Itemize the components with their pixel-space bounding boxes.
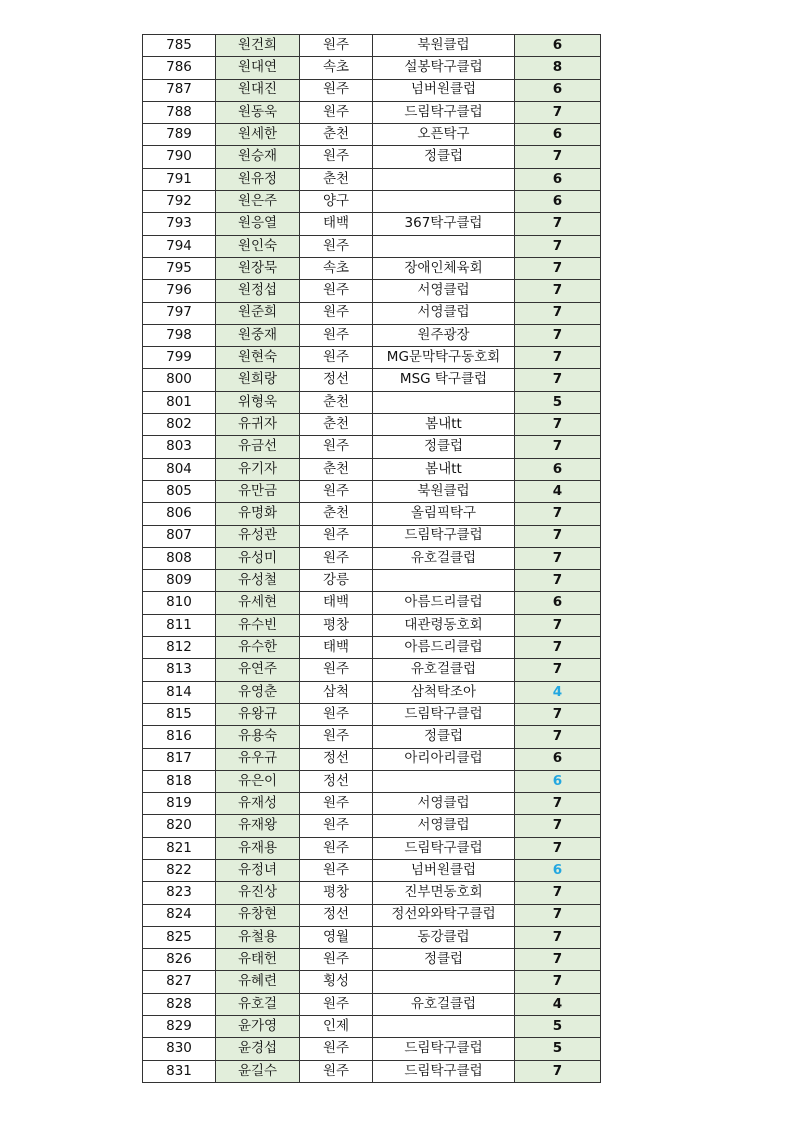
club-cell: 드림탁구클럽 [373, 101, 515, 123]
grade-cell: 6 [515, 124, 601, 146]
row-number-cell: 806 [143, 503, 216, 525]
club-cell: 넘버원클럽 [373, 79, 515, 101]
grade-cell: 7 [515, 324, 601, 346]
member-name-cell: 원중재 [216, 324, 300, 346]
club-cell: 설봉탁구클럽 [373, 57, 515, 79]
table-row [143, 659, 601, 681]
region-cell: 원주 [300, 235, 373, 257]
row-number-cell: 796 [143, 280, 216, 302]
row-number-cell: 812 [143, 637, 216, 659]
region-cell: 원주 [300, 101, 373, 123]
grade-cell: 7 [515, 726, 601, 748]
table-row [143, 570, 601, 592]
member-name-cell: 위형욱 [216, 391, 300, 413]
table-row [143, 79, 601, 101]
member-name-cell: 유창현 [216, 904, 300, 926]
club-cell [373, 770, 515, 792]
member-name-cell: 유기자 [216, 458, 300, 480]
table-row [143, 124, 601, 146]
member-name-cell: 원유정 [216, 168, 300, 190]
row-number-cell: 817 [143, 748, 216, 770]
row-number-cell: 816 [143, 726, 216, 748]
region-cell: 춘천 [300, 391, 373, 413]
table-row [143, 926, 601, 948]
club-cell: 올림픽탁구 [373, 503, 515, 525]
club-cell: 봄내tt [373, 414, 515, 436]
grade-cell: 7 [515, 101, 601, 123]
member-name-cell: 유철용 [216, 926, 300, 948]
row-number-cell: 791 [143, 168, 216, 190]
member-name-cell: 유혜련 [216, 971, 300, 993]
club-cell: 유호걸클럽 [373, 659, 515, 681]
grade-cell: 6 [515, 748, 601, 770]
member-name-cell: 원현숙 [216, 347, 300, 369]
table-row [143, 1016, 601, 1038]
region-cell: 원주 [300, 1038, 373, 1060]
grade-cell: 7 [515, 257, 601, 279]
member-name-cell: 유만금 [216, 480, 300, 502]
table-row [143, 703, 601, 725]
table-row [143, 146, 601, 168]
club-cell [373, 1016, 515, 1038]
grade-cell: 7 [515, 949, 601, 971]
table-row [143, 837, 601, 859]
table-row [143, 213, 601, 235]
club-cell [373, 168, 515, 190]
member-name-cell: 유정녀 [216, 859, 300, 881]
member-name-cell: 유왕규 [216, 703, 300, 725]
club-cell: 북원클럽 [373, 35, 515, 57]
member-name-cell: 유재용 [216, 837, 300, 859]
member-name-cell: 유수한 [216, 637, 300, 659]
member-name-cell: 유용숙 [216, 726, 300, 748]
table-row [143, 369, 601, 391]
table-row [143, 793, 601, 815]
table-row [143, 57, 601, 79]
grade-cell: 7 [515, 971, 601, 993]
club-cell [373, 235, 515, 257]
row-number-cell: 788 [143, 101, 216, 123]
member-name-cell: 유금선 [216, 436, 300, 458]
region-cell: 정선 [300, 369, 373, 391]
member-name-cell: 원준희 [216, 302, 300, 324]
table-row [143, 525, 601, 547]
member-name-cell: 윤가영 [216, 1016, 300, 1038]
table-row [143, 614, 601, 636]
club-cell: 넘버원클럽 [373, 859, 515, 881]
club-cell: 유호걸클럽 [373, 547, 515, 569]
grade-cell: 7 [515, 280, 601, 302]
region-cell: 양구 [300, 191, 373, 213]
table-row [143, 391, 601, 413]
member-name-cell: 원희랑 [216, 369, 300, 391]
region-cell: 춘천 [300, 168, 373, 190]
grade-cell: 8 [515, 57, 601, 79]
row-number-cell: 802 [143, 414, 216, 436]
region-cell: 정선 [300, 770, 373, 792]
grade-cell: 7 [515, 882, 601, 904]
club-cell: 정클럽 [373, 726, 515, 748]
region-cell: 원주 [300, 659, 373, 681]
row-number-cell: 794 [143, 235, 216, 257]
member-name-cell: 유은이 [216, 770, 300, 792]
row-number-cell: 809 [143, 570, 216, 592]
club-cell: 동강클럽 [373, 926, 515, 948]
member-name-cell: 유귀자 [216, 414, 300, 436]
member-table-body [143, 35, 601, 1083]
member-name-cell: 원건희 [216, 35, 300, 57]
row-number-cell: 820 [143, 815, 216, 837]
table-row [143, 302, 601, 324]
table-row [143, 815, 601, 837]
table-row [143, 503, 601, 525]
table-row [143, 1060, 601, 1082]
grade-cell: 6 [515, 859, 601, 881]
table-row [143, 971, 601, 993]
row-number-cell: 824 [143, 904, 216, 926]
region-cell: 태백 [300, 592, 373, 614]
grade-cell: 7 [515, 659, 601, 681]
row-number-cell: 818 [143, 770, 216, 792]
row-number-cell: 798 [143, 324, 216, 346]
grade-cell: 7 [515, 414, 601, 436]
table-row [143, 347, 601, 369]
table-row [143, 770, 601, 792]
club-cell: 서영클럽 [373, 793, 515, 815]
table-row [143, 414, 601, 436]
table-row [143, 101, 601, 123]
row-number-cell: 823 [143, 882, 216, 904]
grade-cell: 4 [515, 681, 601, 703]
member-name-cell: 원응열 [216, 213, 300, 235]
region-cell: 원주 [300, 35, 373, 57]
club-cell: 아름드리클럽 [373, 637, 515, 659]
table-row [143, 191, 601, 213]
grade-cell: 5 [515, 391, 601, 413]
row-number-cell: 801 [143, 391, 216, 413]
grade-cell: 5 [515, 1016, 601, 1038]
table-row [143, 280, 601, 302]
region-cell: 원주 [300, 302, 373, 324]
club-cell: 367탁구클럽 [373, 213, 515, 235]
table-row [143, 859, 601, 881]
table-row [143, 257, 601, 279]
grade-cell: 7 [515, 369, 601, 391]
member-name-cell: 유태헌 [216, 949, 300, 971]
member-name-cell: 유우규 [216, 748, 300, 770]
grade-cell: 7 [515, 904, 601, 926]
grade-cell: 6 [515, 458, 601, 480]
grade-cell: 7 [515, 213, 601, 235]
member-name-cell: 유재왕 [216, 815, 300, 837]
club-cell: 대관령동호회 [373, 614, 515, 636]
grade-cell: 7 [515, 815, 601, 837]
member-name-cell: 유영춘 [216, 681, 300, 703]
region-cell: 춘천 [300, 458, 373, 480]
region-cell: 정선 [300, 904, 373, 926]
table-row [143, 949, 601, 971]
grade-cell: 6 [515, 191, 601, 213]
region-cell: 원주 [300, 79, 373, 101]
row-number-cell: 805 [143, 480, 216, 502]
grade-cell: 7 [515, 926, 601, 948]
region-cell: 원주 [300, 993, 373, 1015]
club-cell: MG문막탁구동호회 [373, 347, 515, 369]
table-row [143, 168, 601, 190]
club-cell: 아름드리클럽 [373, 592, 515, 614]
row-number-cell: 785 [143, 35, 216, 57]
row-number-cell: 825 [143, 926, 216, 948]
grade-cell: 6 [515, 35, 601, 57]
region-cell: 원주 [300, 837, 373, 859]
member-name-cell: 유성관 [216, 525, 300, 547]
member-name-cell: 원은주 [216, 191, 300, 213]
region-cell: 원주 [300, 480, 373, 502]
grade-cell: 7 [515, 570, 601, 592]
region-cell: 춘천 [300, 503, 373, 525]
club-cell: 오픈탁구 [373, 124, 515, 146]
region-cell: 원주 [300, 815, 373, 837]
member-name-cell: 원정섭 [216, 280, 300, 302]
row-number-cell: 819 [143, 793, 216, 815]
club-cell: 서영클럽 [373, 280, 515, 302]
member-name-cell: 유호걸 [216, 993, 300, 1015]
row-number-cell: 830 [143, 1038, 216, 1060]
row-number-cell: 795 [143, 257, 216, 279]
grade-cell: 7 [515, 637, 601, 659]
club-cell: 유호걸클럽 [373, 993, 515, 1015]
member-name-cell: 유명화 [216, 503, 300, 525]
row-number-cell: 810 [143, 592, 216, 614]
row-number-cell: 803 [143, 436, 216, 458]
grade-cell: 7 [515, 837, 601, 859]
grade-cell: 7 [515, 525, 601, 547]
row-number-cell: 827 [143, 971, 216, 993]
club-cell: 드림탁구클럽 [373, 525, 515, 547]
member-name-cell: 원동욱 [216, 101, 300, 123]
member-name-cell: 유세현 [216, 592, 300, 614]
grade-cell: 4 [515, 480, 601, 502]
grade-cell: 7 [515, 614, 601, 636]
grade-cell: 6 [515, 592, 601, 614]
club-cell: 삼척탁조아 [373, 681, 515, 703]
member-name-cell: 윤길수 [216, 1060, 300, 1082]
region-cell: 태백 [300, 637, 373, 659]
region-cell: 평창 [300, 614, 373, 636]
row-number-cell: 799 [143, 347, 216, 369]
grade-cell: 7 [515, 347, 601, 369]
region-cell: 속초 [300, 57, 373, 79]
row-number-cell: 787 [143, 79, 216, 101]
region-cell: 원주 [300, 726, 373, 748]
club-cell: 드림탁구클럽 [373, 837, 515, 859]
grade-cell: 7 [515, 793, 601, 815]
member-name-cell: 원장묵 [216, 257, 300, 279]
grade-cell: 7 [515, 146, 601, 168]
row-number-cell: 808 [143, 547, 216, 569]
club-cell: 봄내tt [373, 458, 515, 480]
region-cell: 정선 [300, 748, 373, 770]
grade-cell: 7 [515, 1060, 601, 1082]
row-number-cell: 822 [143, 859, 216, 881]
row-number-cell: 790 [143, 146, 216, 168]
table-row [143, 324, 601, 346]
member-table [142, 34, 601, 1083]
region-cell: 원주 [300, 949, 373, 971]
region-cell: 원주 [300, 280, 373, 302]
region-cell: 원주 [300, 436, 373, 458]
region-cell: 원주 [300, 859, 373, 881]
grade-cell: 7 [515, 503, 601, 525]
club-cell: 아리아리클럽 [373, 748, 515, 770]
table-row [143, 1038, 601, 1060]
grade-cell: 7 [515, 302, 601, 324]
member-name-cell: 원승재 [216, 146, 300, 168]
row-number-cell: 789 [143, 124, 216, 146]
member-name-cell: 원세한 [216, 124, 300, 146]
region-cell: 원주 [300, 547, 373, 569]
row-number-cell: 800 [143, 369, 216, 391]
member-name-cell: 원대진 [216, 79, 300, 101]
member-name-cell: 유성미 [216, 547, 300, 569]
region-cell: 원주 [300, 525, 373, 547]
club-cell: 북원클럽 [373, 480, 515, 502]
row-number-cell: 811 [143, 614, 216, 636]
table-row [143, 637, 601, 659]
row-number-cell: 828 [143, 993, 216, 1015]
row-number-cell: 804 [143, 458, 216, 480]
table-row [143, 235, 601, 257]
member-name-cell: 유성철 [216, 570, 300, 592]
region-cell: 원주 [300, 324, 373, 346]
row-number-cell: 792 [143, 191, 216, 213]
club-cell: MSG 탁구클럽 [373, 369, 515, 391]
club-cell: 정클럽 [373, 949, 515, 971]
table-row [143, 882, 601, 904]
region-cell: 속초 [300, 257, 373, 279]
member-name-cell: 유진상 [216, 882, 300, 904]
row-number-cell: 786 [143, 57, 216, 79]
region-cell: 영월 [300, 926, 373, 948]
member-name-cell: 유수빈 [216, 614, 300, 636]
region-cell: 춘천 [300, 414, 373, 436]
club-cell: 드림탁구클럽 [373, 1060, 515, 1082]
region-cell: 춘천 [300, 124, 373, 146]
club-cell: 서영클럽 [373, 815, 515, 837]
row-number-cell: 831 [143, 1060, 216, 1082]
row-number-cell: 797 [143, 302, 216, 324]
region-cell: 삼척 [300, 681, 373, 703]
row-number-cell: 826 [143, 949, 216, 971]
club-cell: 장애인체육회 [373, 257, 515, 279]
member-name-cell: 윤경섭 [216, 1038, 300, 1060]
table-row [143, 592, 601, 614]
region-cell: 인제 [300, 1016, 373, 1038]
table-row [143, 436, 601, 458]
club-cell [373, 570, 515, 592]
region-cell: 원주 [300, 347, 373, 369]
row-number-cell: 807 [143, 525, 216, 547]
region-cell: 원주 [300, 703, 373, 725]
grade-cell: 6 [515, 79, 601, 101]
region-cell: 평창 [300, 882, 373, 904]
club-cell: 진부면동호회 [373, 882, 515, 904]
member-name-cell: 유재성 [216, 793, 300, 815]
table-row [143, 458, 601, 480]
member-name-cell: 원대연 [216, 57, 300, 79]
table-row [143, 547, 601, 569]
region-cell: 횡성 [300, 971, 373, 993]
grade-cell: 7 [515, 235, 601, 257]
table-row [143, 904, 601, 926]
club-cell: 정클럽 [373, 436, 515, 458]
table-row [143, 993, 601, 1015]
row-number-cell: 813 [143, 659, 216, 681]
club-cell: 정클럽 [373, 146, 515, 168]
region-cell: 원주 [300, 1060, 373, 1082]
table-row [143, 480, 601, 502]
club-cell [373, 971, 515, 993]
club-cell [373, 391, 515, 413]
table-row [143, 681, 601, 703]
row-number-cell: 815 [143, 703, 216, 725]
club-cell: 원주광장 [373, 324, 515, 346]
grade-cell: 7 [515, 436, 601, 458]
member-name-cell: 유연주 [216, 659, 300, 681]
grade-cell: 7 [515, 547, 601, 569]
club-cell: 드림탁구클럽 [373, 703, 515, 725]
club-cell: 서영클럽 [373, 302, 515, 324]
grade-cell: 6 [515, 770, 601, 792]
region-cell: 원주 [300, 146, 373, 168]
region-cell: 원주 [300, 793, 373, 815]
region-cell: 강릉 [300, 570, 373, 592]
grade-cell: 6 [515, 168, 601, 190]
row-number-cell: 793 [143, 213, 216, 235]
club-cell: 드림탁구클럽 [373, 1038, 515, 1060]
table-row [143, 726, 601, 748]
row-number-cell: 814 [143, 681, 216, 703]
row-number-cell: 829 [143, 1016, 216, 1038]
table-row [143, 35, 601, 57]
club-cell: 정선와와탁구클럽 [373, 904, 515, 926]
grade-cell: 4 [515, 993, 601, 1015]
table-row [143, 748, 601, 770]
row-number-cell: 821 [143, 837, 216, 859]
grade-cell: 7 [515, 703, 601, 725]
member-name-cell: 원인숙 [216, 235, 300, 257]
grade-cell: 5 [515, 1038, 601, 1060]
club-cell [373, 191, 515, 213]
region-cell: 태백 [300, 213, 373, 235]
